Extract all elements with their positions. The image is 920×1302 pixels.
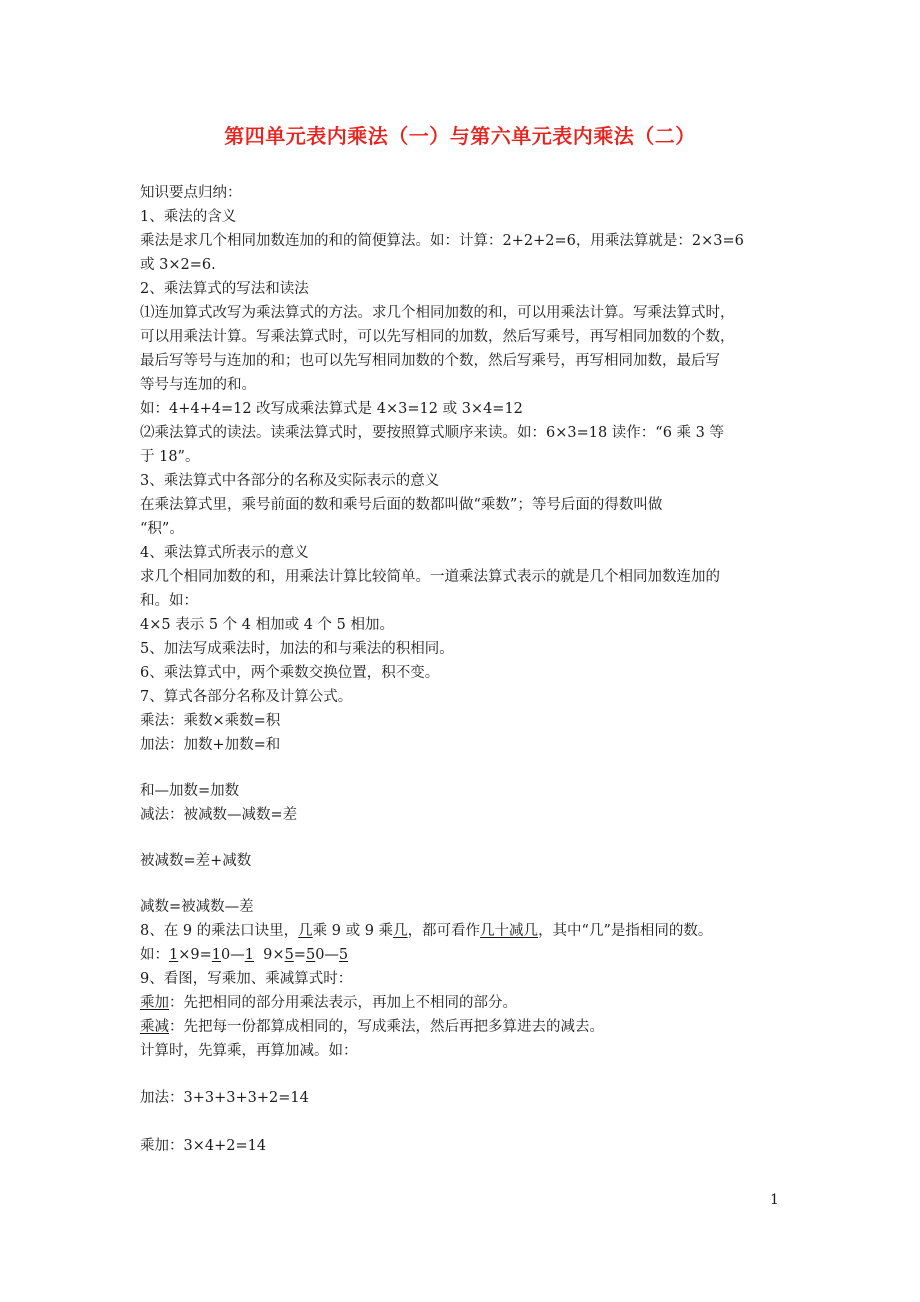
- example-text: 0—: [221, 947, 245, 963]
- paragraph-line: 乘法是求几个相同加数连加的和的简便算法。如：计算：2+2+2=6，用乘法算就是：2×3=6: [140, 233, 744, 249]
- item-heading: 5、加法写成乘法时，加法的和与乘法的积相同。: [140, 641, 454, 657]
- example-text: 9×: [253, 947, 285, 963]
- item-heading: 2、乘法算式的写法和读法: [140, 281, 309, 297]
- underlined-digit: 5: [284, 947, 294, 963]
- formula-line: 被减数=差+减数: [140, 853, 252, 869]
- underlined-term: 几十减几: [480, 923, 539, 939]
- formula-line: 减数=被减数—差: [140, 899, 254, 915]
- example-text: ×9=: [178, 947, 212, 963]
- item-heading: 1、乘法的含义: [140, 209, 237, 225]
- formula-line: 和—加数=加数: [140, 783, 240, 799]
- paragraph-line: 求几个相同加数的和，用乘法计算比较简单。一道乘法算式表示的就是几个相同加数连加的: [140, 569, 720, 585]
- item-heading: 4、乘法算式所表示的意义: [140, 545, 309, 561]
- document-title: 第四单元表内乘法（一）与第六单元表内乘法（二）: [224, 124, 696, 148]
- paragraph-line: 如：4+4+4=12 改写成乘法算式是 4×3=12 或 3×4=12: [140, 401, 523, 417]
- underlined-term: 几: [298, 923, 313, 939]
- underlined-term: 乘减: [140, 1019, 169, 1035]
- underlined-digit: 5: [338, 947, 349, 963]
- paragraph-line: 等号与连加的和。: [140, 377, 256, 393]
- item-heading: 9、看图，写乘加、乘减算式时：: [140, 971, 353, 987]
- underlined-digit: 1: [244, 947, 254, 963]
- paragraph-line: 最后写等号与连加的和；也可以先写相同加数的个数，然后写乘号，再写相同加数，最后写: [140, 353, 720, 369]
- item-8-text: ，都可看作: [407, 923, 481, 939]
- paragraph-line: 计算时，先算乘，再算加减。如：: [140, 1043, 358, 1059]
- item-8-text: 乘 9 或 9 乘: [312, 923, 394, 939]
- formula-line: 乘法：乘数×乘数=积: [140, 713, 281, 729]
- underlined-digit: 1: [211, 947, 221, 963]
- example-text: 如：: [140, 947, 169, 963]
- item-8-text: 8、在 9 的乘法口诀里，: [140, 923, 299, 939]
- paragraph-line: 于 18”。: [140, 449, 200, 465]
- formula-line: 乘加：3×4+2=14: [140, 1138, 267, 1154]
- item-9-sub: [140, 1017, 790, 1037]
- paragraph-line: 和。如：: [140, 593, 198, 609]
- paragraph-line: 或 3×2=6.: [140, 257, 216, 273]
- item-heading: 6、乘法算式中，两个乘数交换位置，积不变。: [140, 665, 440, 681]
- page-number: 1: [770, 1192, 779, 1208]
- item-9-add: [140, 993, 790, 1013]
- item-8: [140, 921, 790, 941]
- section-heading: 知识要点归纳：: [140, 185, 242, 201]
- formula-line: 加法：加数+加数=和: [140, 737, 281, 753]
- formula-line: 减法：被减数—减数=差: [140, 807, 298, 823]
- underlined-digit: 1: [169, 947, 179, 963]
- paragraph-line: 在乘法算式里，乘号前面的数和乘号后面的数都叫做“乘数”；等号后面的得数叫做: [140, 497, 663, 513]
- item-8-example: [140, 945, 790, 965]
- paragraph-line: 可以用乘法计算。写乘法算式时，可以先写相同的加数，然后写乘号，再写相同加数的个数，: [140, 329, 735, 345]
- example-text: =: [293, 947, 306, 963]
- paragraph-line: 4×5 表示 5 个 4 相加或 4 个 5 相加。: [140, 617, 394, 633]
- paragraph-line: “积”。: [140, 521, 184, 537]
- underlined-term: 乘加: [140, 995, 169, 1011]
- formula-line: 加法：3+3+3+3+2=14: [140, 1090, 309, 1106]
- example-text: 0—: [315, 947, 339, 963]
- item-8-text: ，其中“几”是指相同的数。: [538, 923, 713, 939]
- item-heading: 7、算式各部分名称及计算公式。: [140, 689, 353, 705]
- item-heading: 3、乘法算式中各部分的名称及实际表示的意义: [140, 473, 440, 489]
- paragraph-line: ⑴连加算式改写为乘法算式的方法。求几个相同加数的和，可以用乘法计算。写乘法算式时，: [140, 305, 735, 321]
- paragraph-line: ⑵乘法算式的读法。读乘法算式时，要按照算式顺序来读。如：6×3=18 读作：“6 乘 3 等: [140, 425, 724, 441]
- item-9-text: ：先把每一份都算成相同的，写成乘法，然后再把多算进去的减去。: [169, 1019, 604, 1035]
- underlined-term: 几: [393, 923, 408, 939]
- underlined-digit: 5: [305, 947, 316, 963]
- item-9-text: ：先把相同的部分用乘法表示，再加上不相同的部分。: [169, 995, 517, 1011]
